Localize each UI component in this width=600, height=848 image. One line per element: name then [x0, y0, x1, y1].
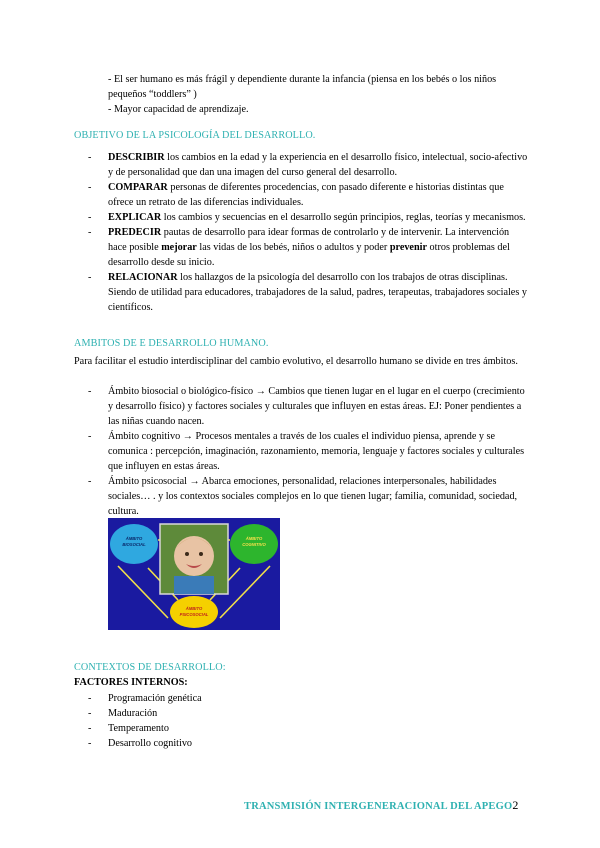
- keyword: RELACIONAR: [108, 272, 178, 283]
- diagram-label: ÁMBITO: [185, 606, 203, 611]
- intro-block: [108, 72, 518, 117]
- child-shirt: [174, 576, 214, 594]
- child-face: [174, 536, 214, 576]
- list-item: - Ámbito psicosocial → Abarca emociones, personalidad, relaciones interpersonales, habilidades sociales… . y los contextos sociales complejos en lo que tienen lugar; familia, comunidad, sociedad, cultura.: [88, 476, 518, 517]
- diagram-label: ÁMBITO: [125, 536, 143, 541]
- diagram-label: BIOSOCIAL: [122, 542, 146, 547]
- intro-line: - El ser humano es más frágil y dependiente durante la infancia (piensa en los bebés o los niños pequeños “toddlers” ): [108, 74, 497, 100]
- keyword: DESCRIBIR: [108, 152, 165, 163]
- list-item: - Ámbito cognitivo → Procesos mentales a través de los cuales el individuo piensa, aprende y se comunica : percepción, imaginación, razonamiento, memoria, lenguaje y factores sociales y culturales que influyen en estas áreas.: [88, 431, 525, 472]
- diagram-label: ÁMBITO: [245, 536, 263, 541]
- page-footer: [244, 798, 519, 813]
- keyword: EXPLICAR: [108, 212, 162, 223]
- list-item: - Programación genética: [88, 693, 202, 704]
- list-item: - Maduración: [88, 708, 158, 719]
- subheading-factores: FACTORES INTERNOS:: [74, 677, 188, 688]
- footer-title: TRANSMISIÓN INTERGENERACIONAL DEL APEGO: [244, 801, 513, 812]
- list-item: - EXPLICAR los cambios y secuencias en el desarrollo según principios, reglas, teorías y mecanismos.: [88, 212, 526, 223]
- ambitos-diagram: [108, 518, 280, 630]
- ambitos-list: [88, 384, 528, 519]
- keyword: PREDECIR: [108, 227, 162, 238]
- objetivo-list: [88, 150, 528, 315]
- keyword: prevenir: [389, 242, 427, 253]
- list-item: - Temperamento: [88, 723, 169, 734]
- section-heading-ambitos: AMBITOS DE E DESARROLLO HUMANO.: [74, 338, 269, 349]
- list-item: - Ámbito biosocial o biológico-físico → Cambios que tienen lugar en el lugar en el cuerpo (crecimiento y desarrollo físico) y factores sociales y culturales que influyen en estas áreas. EJ: Poner pendientes a las niñas cuando nacen.: [88, 386, 525, 427]
- contextos-list: [88, 691, 528, 751]
- intro-line: - Mayor capacidad de aprendizaje.: [108, 104, 249, 115]
- list-item: - RELACIONAR los hallazgos de la psicología del desarrollo con los trabajos de otras disciplinas. Siendo de utilidad para educadores, trabajadores de la salud, padres, terapeutas, trabajadores sociales y científicos.: [88, 272, 527, 313]
- keyword: COMPARAR: [108, 182, 168, 193]
- diagram-label: COGNITIVO: [242, 542, 266, 547]
- list-item: - COMPARAR personas de diferentes procedencias, con pasado diferente e historias distintas que ofrece un retrato de las diferencias individuales.: [88, 182, 504, 208]
- page-number: 2: [512, 798, 519, 812]
- section-heading-contextos: CONTEXTOS DE DESARROLLO:: [74, 662, 226, 673]
- keyword: mejorar: [161, 242, 197, 253]
- list-item: - Desarrollo cognitivo: [88, 738, 193, 749]
- list-item: - DESCRIBIR los cambios en la edad y la experiencia en el desarrollo físico, intelectual, socio-afectivo y de personalidad que dan una imagen del curso general del desarrollo.: [88, 152, 528, 178]
- list-item: - PREDECIR pautas de desarrollo para idear formas de controlarlo y de intervenir. La intervención hace posible mejorar las vidas de los bebés, niños o adultos y poder prevenir otros problemas del desarrollo desde su inicio.: [88, 227, 510, 268]
- diagram-label: PSICOSOCIAL: [179, 612, 209, 617]
- child-eye: [199, 552, 203, 556]
- section-heading-objetivo: OBJETIVO DE LA PSICOLOGÍA DEL DESARROLLO.: [74, 130, 316, 141]
- child-eye: [185, 552, 189, 556]
- ambitos-paragraph: Para facilitar el estudio interdisciplinar del cambio evolutivo, el desarrollo humano se divide en tres ámbitos.: [74, 356, 518, 367]
